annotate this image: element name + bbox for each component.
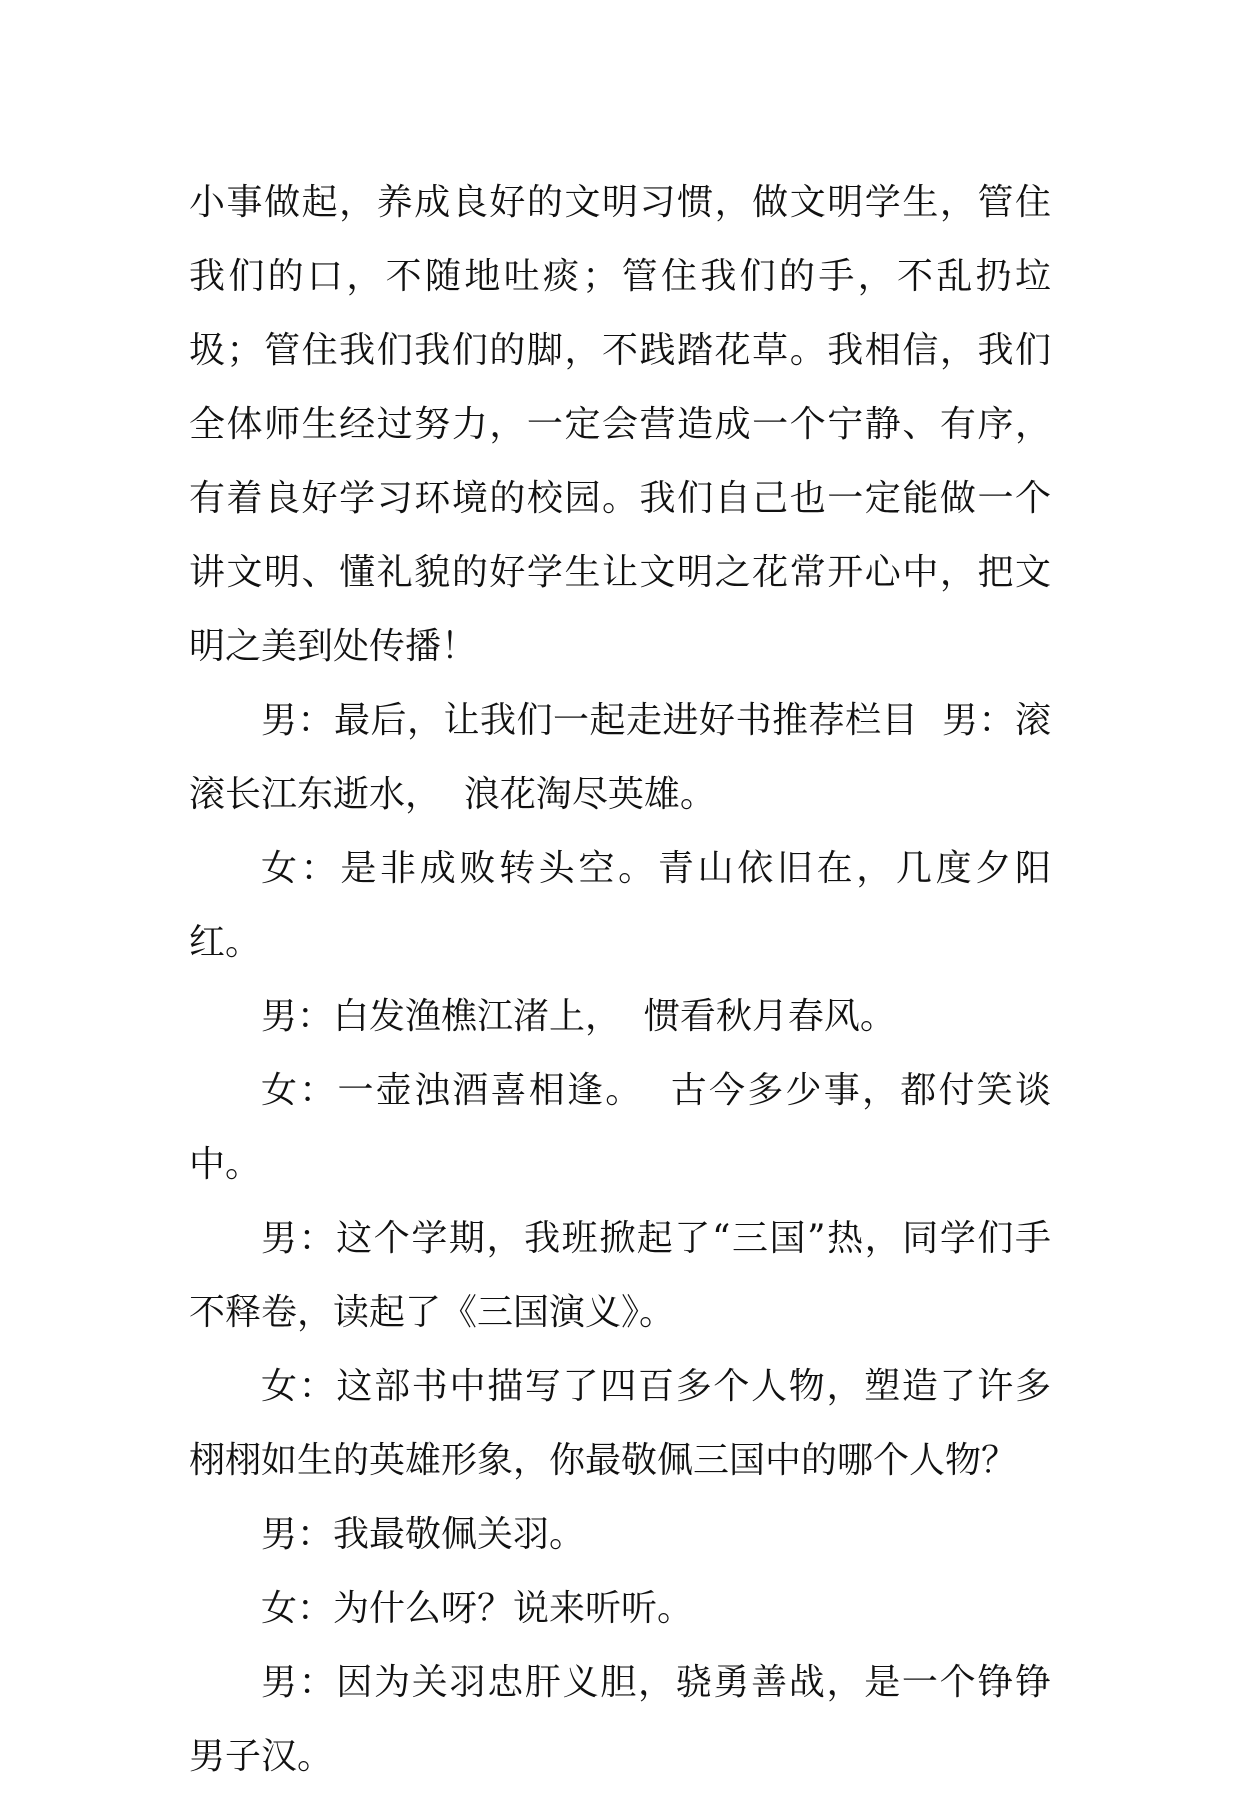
paragraph-10: 男：因为关羽忠肝义胆，骁勇善战，是一个铮铮男子汉。	[189, 1662, 1051, 1777]
paragraph-3: 女：是非成败转头空。青山依旧在，几度夕阳红。	[189, 848, 1051, 963]
paragraph-2: 男：最后，让我们一起走进好书推荐栏目 男：滚滚长江东逝水， 浪花淘尽英雄。	[189, 700, 1051, 815]
paragraph-5: 女：一壶浊酒喜相逢。 古今多少事，都付笑谈中。	[189, 1070, 1051, 1185]
paragraph-8: 男：我最敬佩关羽。	[261, 1514, 586, 1555]
paragraph-7: 女：这部书中描写了四百多个人物，塑造了许多栩栩如生的英雄形象，你最敬佩三国中的哪个人物？	[189, 1366, 1051, 1481]
paragraph-1: 小事做起，养成良好的文明习惯，做文明学生，管住我们的口，不随地吐痰；管住我们的手，不乱扔垃圾；管住我们我们的脚，不践踏花草。我相信，我们全体师生经过努力，一定会营造成一个宁静、有序，有着良好学习环境的校园。我们自己也一定能做一个讲文明、懂礼貌的好学生让文明之花常开心中，把文明之美到处传播！	[189, 182, 1051, 667]
paragraph-4: 男：白发渔樵江渚上， 惯看秋月春风。	[261, 996, 896, 1037]
document-body	[189, 166, 1051, 1794]
paragraph-9: 女：为什么呀？说来听听。	[261, 1588, 694, 1629]
paragraph-6: 男：这个学期，我班掀起了“三国”热，同学们手不释卷，读起了《三国演义》。	[189, 1218, 1051, 1333]
